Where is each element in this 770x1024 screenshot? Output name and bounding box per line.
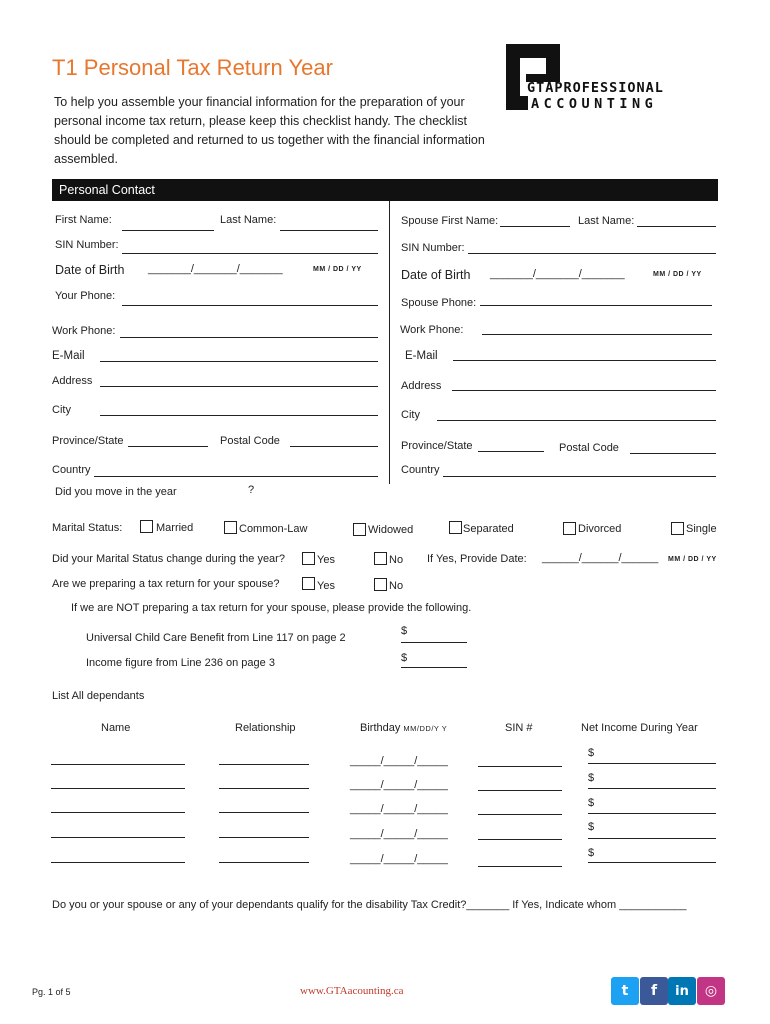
moved-question: Did you move in the year <box>55 486 177 498</box>
dependant-4-income[interactable] <box>588 838 716 839</box>
married-label: Married <box>156 522 194 534</box>
marital-change-question: Did your Marital Status change during the year? <box>52 553 285 565</box>
spouse-return-no-label: No <box>389 580 404 592</box>
postal-field[interactable] <box>290 446 378 447</box>
linkedin-icon[interactable]: in <box>668 977 696 1005</box>
spouse-city-label: City <box>401 409 420 421</box>
spouse-return-question: Are we preparing a tax return for your spouse? <box>52 578 280 590</box>
spouse-sin-field[interactable] <box>468 253 716 254</box>
your-phone-field[interactable] <box>122 305 378 306</box>
postal-label: Postal Code <box>220 435 280 447</box>
email-label: E-Mail <box>52 350 85 362</box>
column-divider <box>389 201 390 484</box>
last-name-label: Last Name: <box>220 214 277 226</box>
your-phone-label: Your Phone: <box>55 290 116 302</box>
dependant-5-sin[interactable] <box>478 866 562 867</box>
dependant-5-name[interactable] <box>51 862 185 863</box>
col-net-income-label: Net Income During <box>581 722 673 734</box>
page-number: Pg. 1 of 5 <box>32 987 71 997</box>
spouse-dob-field[interactable]: _______/_______/_______ <box>490 268 625 280</box>
dependant-4-birthday[interactable]: _____/_____/_____ <box>350 828 448 840</box>
marital-status-label: Marital Status: <box>52 522 123 534</box>
col-net-income <box>581 722 698 734</box>
dob-field[interactable]: _______/_______/_______ <box>148 263 283 275</box>
dependant-5-dollar: $ <box>588 847 595 859</box>
spouse-last-name-label: Last Name: <box>578 215 635 227</box>
marital-change-date-field[interactable]: ______/______/______ <box>542 552 659 564</box>
widowed-label: Widowed <box>368 524 414 536</box>
section-title: Personal Contact <box>59 183 155 197</box>
title-text: T1 Personal Tax Return <box>52 55 283 80</box>
spouse-dob-format: MM / DD / YY <box>653 271 702 278</box>
dependant-1-relationship[interactable] <box>219 764 309 765</box>
spouse-address-field[interactable] <box>452 390 716 391</box>
city-field[interactable] <box>100 415 378 416</box>
separated-checkbox[interactable] <box>449 521 462 534</box>
married-checkbox[interactable] <box>140 520 153 533</box>
spouse-first-name-label: Spouse First Name: <box>401 215 499 227</box>
website-link[interactable]: www.GTAacounting.ca <box>300 985 404 997</box>
income-dollar: $ <box>401 652 408 664</box>
divorced-checkbox[interactable] <box>563 522 576 535</box>
sin-label: SIN Number: <box>55 239 119 251</box>
dependants-label: List All dependants <box>52 690 145 702</box>
marital-change-no-label: No <box>389 554 404 566</box>
dependant-5-income[interactable] <box>588 862 716 863</box>
marital-change-yes-label: Yes <box>317 554 335 566</box>
dependant-2-dollar: $ <box>588 772 595 784</box>
facebook-icon[interactable]: f <box>640 977 668 1005</box>
marital-date-format: MM / DD / YY <box>668 556 717 563</box>
dependant-5-relationship[interactable] <box>219 862 309 863</box>
dependant-4-name[interactable] <box>51 837 185 838</box>
uccb-dollar: $ <box>401 625 408 637</box>
dob-label: Date of Birth <box>55 263 125 277</box>
dependant-1-income[interactable] <box>588 763 716 764</box>
logo-line1: GTAPROFESSIONAL <box>527 80 664 96</box>
col-birthday <box>360 722 447 734</box>
spouse-work-phone-field[interactable] <box>482 334 712 335</box>
spouse-country-field[interactable] <box>443 476 716 477</box>
spouse-return-yes-checkbox[interactable] <box>302 577 315 590</box>
single-label: Single <box>686 523 717 535</box>
page-title <box>52 55 333 81</box>
col-birthday-label: Birthday <box>360 722 401 734</box>
intro-text: To help you assemble your financial information for the preparation of your personal income tax return, please keep this checklist handy. The checklist should be completed and returned to us together with the financial information assembled. <box>54 95 485 166</box>
dependant-4-sin[interactable] <box>478 839 562 840</box>
email-field[interactable] <box>100 361 378 362</box>
spouse-dob-label: Date of Birth <box>401 268 471 282</box>
company-logo <box>506 44 718 114</box>
last-name-field[interactable] <box>280 230 378 231</box>
dependant-3-income[interactable] <box>588 813 716 814</box>
separated-label: Separated <box>463 523 514 535</box>
disability-question[interactable]: Do you or your spouse or any of your dependants qualify for the disability Tax Credit?_______ If Yes, Indicate whom ___________ <box>52 899 687 911</box>
dependant-3-name[interactable] <box>51 812 185 813</box>
dependant-1-birthday[interactable]: _____/_____/_____ <box>350 755 448 767</box>
spouse-phone-label: Spouse Phone: <box>401 297 477 309</box>
spouse-email-label: E-Mail <box>405 350 438 362</box>
spouse-province-field[interactable] <box>478 451 544 452</box>
spouse-last-name-field[interactable] <box>637 226 716 227</box>
address-label: Address <box>52 375 93 387</box>
dependant-1-dollar: $ <box>588 747 595 759</box>
col-net-income-year: Year <box>675 722 698 734</box>
dependant-2-birthday[interactable]: _____/_____/_____ <box>350 779 448 791</box>
work-phone-field[interactable] <box>120 337 378 338</box>
widowed-checkbox[interactable] <box>353 523 366 536</box>
moved-question-mark: ? <box>248 484 255 496</box>
work-phone-label: Work Phone: <box>52 325 116 337</box>
country-label: Country <box>52 464 91 476</box>
spouse-email-field[interactable] <box>453 360 716 361</box>
instagram-icon[interactable]: ◎ <box>697 977 725 1005</box>
dependant-3-sin[interactable] <box>478 814 562 815</box>
twitter-icon[interactable]: t <box>611 977 639 1005</box>
uccb-label: Universal Child Care Benefit from Line 117 on page 2 <box>86 632 346 644</box>
country-field[interactable] <box>94 476 378 477</box>
dependant-1-sin[interactable] <box>478 766 562 767</box>
spouse-sin-label: SIN Number: <box>401 242 465 254</box>
dependant-2-relationship[interactable] <box>219 788 309 789</box>
personal-contact-header <box>52 179 718 201</box>
first-name-label: First Name: <box>55 214 112 226</box>
spouse-return-no-checkbox[interactable] <box>374 578 387 591</box>
spouse-first-name-field[interactable] <box>500 226 570 227</box>
dependant-3-relationship[interactable] <box>219 812 309 813</box>
col-relationship: Relationship <box>235 722 296 734</box>
spouse-postal-field[interactable] <box>630 453 716 454</box>
dependant-3-dollar: $ <box>588 797 595 809</box>
spouse-work-phone-label: Work Phone: <box>400 324 464 336</box>
dependant-4-dollar: $ <box>588 821 595 833</box>
common-law-label: Common-Law <box>239 523 308 535</box>
not-preparing-instruction: If we are NOT preparing a tax return for your spouse, please provide the following. <box>71 602 472 614</box>
spouse-phone-field[interactable] <box>480 305 712 306</box>
spouse-province-label: Province/State <box>401 440 473 452</box>
city-label: City <box>52 404 71 416</box>
spouse-city-field[interactable] <box>437 420 716 421</box>
spouse-return-yes-label: Yes <box>317 580 335 592</box>
dependant-3-birthday[interactable]: _____/_____/_____ <box>350 803 448 815</box>
sin-field[interactable] <box>122 253 378 254</box>
first-name-field[interactable] <box>122 230 214 231</box>
title-year: Year <box>288 55 333 80</box>
spouse-address-label: Address <box>401 380 442 392</box>
dob-format: MM / DD / YY <box>313 266 362 273</box>
income-line-236-field[interactable] <box>401 667 467 668</box>
marital-change-yes-checkbox[interactable] <box>302 552 315 565</box>
marital-change-no-checkbox[interactable] <box>374 552 387 565</box>
if-yes-date-label: If Yes, Provide Date: <box>427 553 527 565</box>
col-birthday-format: MM/DD/Y Y <box>403 724 448 733</box>
dependant-2-sin[interactable] <box>478 790 562 791</box>
income-line-236-label: Income figure from Line 236 on page 3 <box>86 657 275 669</box>
dependant-2-income[interactable] <box>588 788 716 789</box>
dependant-1-name[interactable] <box>51 764 185 765</box>
dependant-2-name[interactable] <box>51 788 185 789</box>
address-field[interactable] <box>100 386 378 387</box>
uccb-field[interactable] <box>401 642 467 643</box>
spouse-postal-label: Postal Code <box>559 442 619 454</box>
single-checkbox[interactable] <box>671 522 684 535</box>
dependant-4-relationship[interactable] <box>219 837 309 838</box>
col-sin: SIN # <box>505 722 533 734</box>
logo-line2: ACCOUNTING <box>531 96 658 112</box>
col-name: Name <box>101 722 131 734</box>
common-law-checkbox[interactable] <box>224 521 237 534</box>
dependant-5-birthday[interactable]: _____/_____/_____ <box>350 853 448 865</box>
spouse-country-label: Country <box>401 464 440 476</box>
province-field[interactable] <box>128 446 208 447</box>
divorced-label: Divorced <box>578 523 622 535</box>
province-label: Province/State <box>52 435 124 447</box>
